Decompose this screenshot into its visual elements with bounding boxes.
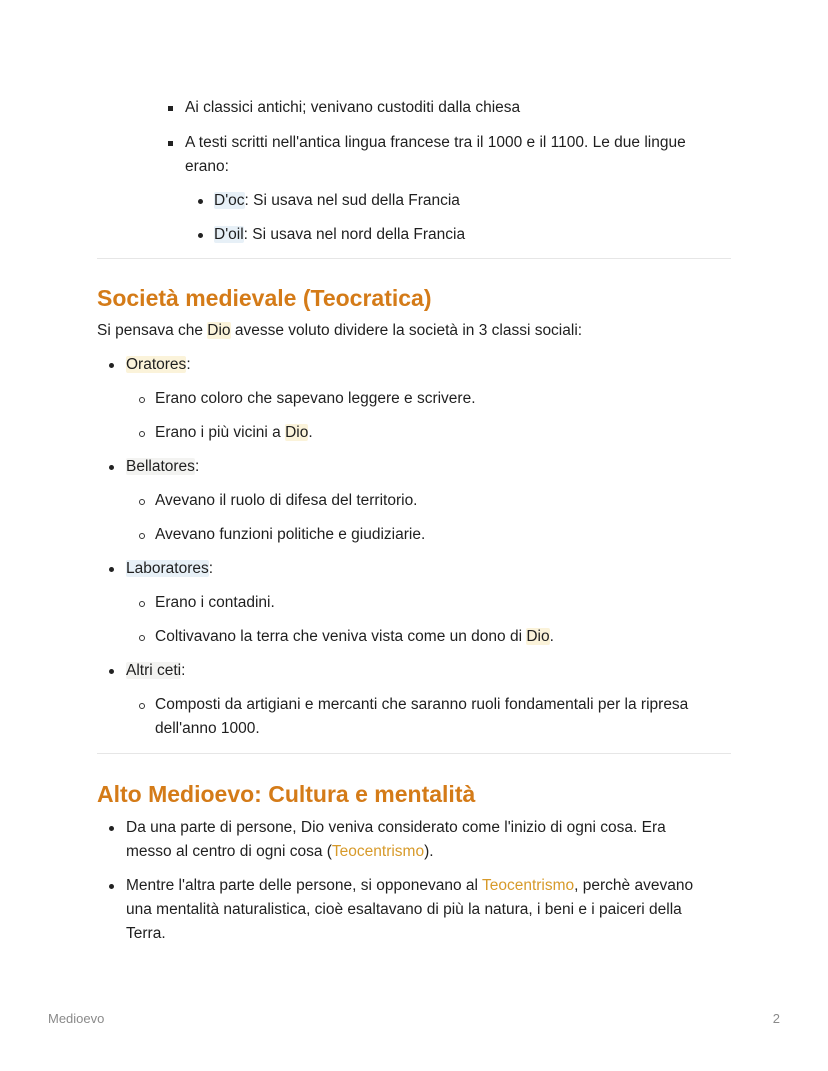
- list-bullet: [109, 363, 114, 368]
- list-item: A testi scritti nell'antica lingua francese tra il 1000 e il 1100. Le due lingue erano:: [185, 134, 686, 175]
- list-item: Altri ceti:: [126, 662, 186, 679]
- term-dio[interactable]: Dio: [526, 628, 550, 645]
- term-doil[interactable]: D'oil: [214, 226, 244, 243]
- list-bullet: [109, 567, 114, 572]
- list-bullet: [109, 465, 114, 470]
- page-number: 2: [772, 1011, 780, 1026]
- list-bullet: [168, 106, 173, 111]
- term-dio[interactable]: Dio: [285, 424, 309, 441]
- list-item: Composti da artigiani e mercanti che saranno ruoli fondamentali per la ripresa dell'anno 1000.: [155, 696, 689, 737]
- list-item: Erano i più vicini a Dio.: [155, 424, 313, 441]
- list-bullet: [139, 397, 145, 403]
- term-altri-ceti[interactable]: Altri ceti: [126, 662, 182, 679]
- list-bullet: [139, 601, 145, 607]
- term-doc[interactable]: D'oc: [214, 192, 245, 209]
- term-dio[interactable]: Dio: [207, 322, 231, 339]
- list-item: Avevano funzioni politiche e giudiziarie.: [155, 526, 426, 543]
- list-item: D'oc: Si usava nel sud della Francia: [214, 192, 460, 209]
- divider: [97, 753, 731, 754]
- footer-title: Medioevo: [48, 1011, 105, 1026]
- list-item: Avevano il ruolo di difesa del territorio.: [155, 492, 418, 509]
- list-bullet: [168, 141, 173, 146]
- list-bullet: [109, 669, 114, 674]
- term-laboratores[interactable]: Laboratores: [126, 560, 209, 577]
- list-bullet: [198, 199, 203, 204]
- section-heading-societa: Società medievale (Teocratica): [97, 285, 432, 311]
- list-bullet: [109, 884, 114, 889]
- section-heading-alto-medioevo: Alto Medioevo: Cultura e mentalità: [97, 781, 476, 807]
- link-teocentrismo[interactable]: Teocentrismo: [481, 877, 575, 894]
- list-item: Erano i contadini.: [155, 594, 275, 611]
- list-item: D'oil: Si usava nel nord della Francia: [214, 226, 466, 243]
- list-bullet: [139, 499, 145, 505]
- term-oratores[interactable]: Oratores: [126, 356, 187, 373]
- list-bullet: [109, 826, 114, 831]
- link-teocentrismo[interactable]: Teocentrismo: [331, 843, 425, 860]
- list-item: Mentre l'altra parte delle persone, si opponevano al Teocentrismo, perchè avevano una mentalità naturalistica, cioè esaltavano di più la natura, i beni e i paiceri della Terra.: [126, 877, 694, 942]
- list-bullet: [139, 431, 145, 437]
- list-item: Oratores:: [126, 356, 191, 373]
- list-bullet: [139, 703, 145, 709]
- list-bullet: [139, 635, 145, 641]
- paragraph: Si pensava che Dio avesse voluto dividere la società in 3 classi sociali:: [97, 322, 583, 339]
- list-item: Bellatores:: [126, 458, 200, 475]
- list-item: Coltivavano la terra che veniva vista come un dono di Dio.: [155, 628, 554, 645]
- divider: [97, 258, 731, 259]
- list-bullet: [198, 233, 203, 238]
- term-bellatores[interactable]: Bellatores: [126, 458, 195, 475]
- list-item: Erano coloro che sapevano leggere e scrivere.: [155, 390, 476, 407]
- list-item: Da una parte di persone, Dio veniva considerato come l'inizio di ogni cosa. Era messo al centro di ogni cosa (Teocentrismo).: [126, 819, 666, 860]
- list-bullet: [139, 533, 145, 539]
- list-item: Ai classici antichi; venivano custoditi dalla chiesa: [185, 99, 521, 116]
- list-item: Laboratores:: [126, 560, 214, 577]
